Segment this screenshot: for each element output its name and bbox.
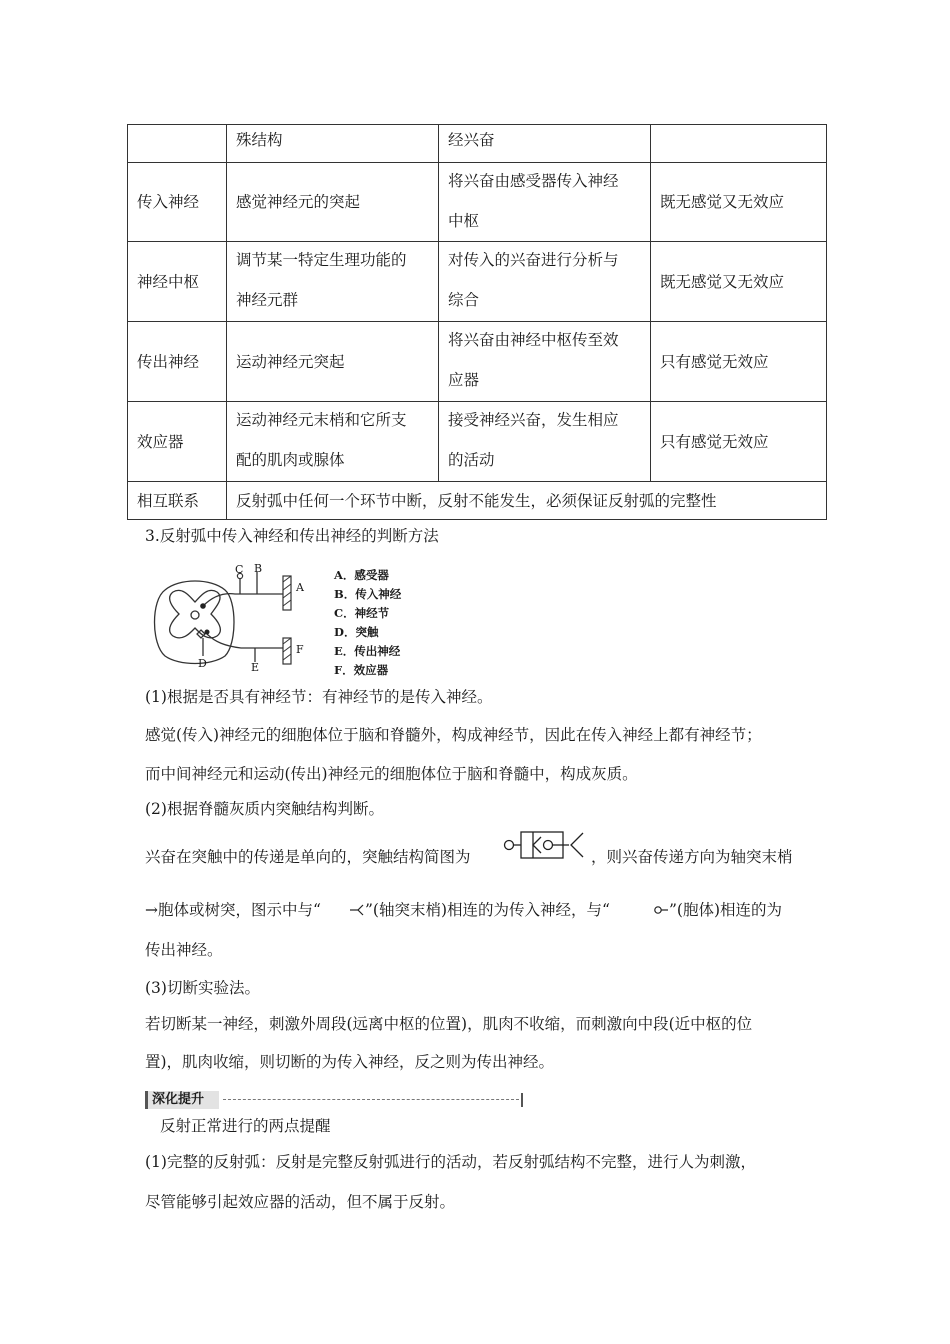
table-row	[128, 242, 827, 322]
diagram-label-d: D	[198, 657, 207, 670]
line: 的活动	[448, 451, 495, 469]
paragraph: 置)，肌肉收缩，则切断的为传入神经，反之则为传出神经。	[145, 1053, 555, 1071]
line: 调节某一特定生理功能的	[236, 251, 407, 269]
paragraph: ”(轴突末梢)相连的为传入神经，与“	[365, 901, 610, 919]
table-cell	[651, 125, 827, 163]
row-function	[439, 163, 651, 242]
paragraph: 传出神经。	[145, 941, 223, 959]
section-title: 3.反射弧中传入神经和传出神经的判断方法	[145, 527, 439, 545]
row-structure	[227, 402, 439, 482]
diagram-label-c: C	[235, 563, 244, 576]
effector-f	[283, 638, 291, 664]
table-row	[128, 125, 827, 163]
table-row	[128, 322, 827, 402]
synapse-dot	[200, 603, 206, 609]
axon-terminal-icon	[349, 903, 365, 917]
row-function	[439, 402, 651, 482]
paragraph: 而中间神经元和运动(传出)神经元的细胞体位于脑和脊髓中，构成灰质。	[145, 765, 638, 783]
paragraph: ，则兴奋传递方向为轴突末梢	[591, 848, 793, 866]
cell-body-icon	[653, 903, 669, 917]
paragraph: 尽管能够引起效应器的活动，但不属于反射。	[145, 1193, 456, 1211]
paragraph: ”(胞体)相连的为	[669, 901, 783, 919]
line: 将兴奋由感受器传入神经	[448, 172, 619, 190]
row-structure	[227, 242, 439, 322]
diagram-label-a: A	[296, 581, 304, 594]
row-result: 既无感觉又无效应	[651, 163, 827, 242]
line: 应器	[448, 371, 480, 389]
line: 将兴奋由神经中枢传至效	[448, 331, 619, 349]
reflex-arc-diagram	[145, 562, 315, 678]
legend-item: A．感受器	[334, 568, 389, 582]
line: 神经元群	[236, 291, 299, 309]
efferent-nerve	[197, 630, 283, 662]
diagram-label-e: E	[251, 661, 260, 674]
spinal-cord-outline	[155, 581, 235, 664]
legend-item: E．传出神经	[334, 644, 401, 658]
paragraph: (3)切断实验法。	[145, 979, 260, 997]
diagram-label-f: F	[296, 643, 304, 656]
line: 对传入的兴奋进行分析与	[448, 251, 619, 269]
paragraph: 兴奋在突触中的传递是单向的，突触结构简图为	[145, 848, 471, 866]
dashed-divider	[223, 1099, 519, 1100]
row-name: 相互联系	[128, 482, 227, 520]
table-row	[128, 163, 827, 242]
table-cell: 殊结构	[227, 125, 439, 163]
paragraph: (1)根据是否具有神经节：有神经节的是传入神经。	[145, 688, 493, 706]
line: 配的肌肉或腺体	[236, 451, 345, 469]
table-row	[128, 402, 827, 482]
paragraph: 反射正常进行的两点提醒	[160, 1117, 331, 1135]
legend-item: B．传入神经	[334, 587, 402, 601]
paragraph: →胞体或树突，图示中与“	[145, 901, 321, 919]
row-name: 传入神经	[128, 163, 227, 242]
receptor-a	[283, 576, 291, 610]
row-function	[439, 242, 651, 322]
line: 中枢	[448, 212, 480, 230]
relation-text: 反射弧中任何一个环节中断，反射不能发生，必须保证反射弧的完整性	[227, 482, 827, 520]
paragraph: 若切断某一神经，刺激外周段(远离中枢的位置)，肌肉不收缩，而刺激向中段(近中枢的位	[145, 1015, 753, 1033]
legend-item: F．效应器	[334, 663, 389, 677]
reflex-arc-table	[127, 124, 827, 520]
deepen-section-header	[145, 1091, 523, 1109]
row-name: 神经中枢	[128, 242, 227, 322]
row-result: 只有感觉无效应	[651, 322, 827, 402]
row-function	[439, 322, 651, 402]
synapse-structure-icon	[503, 828, 591, 862]
legend-item: C．神经节	[334, 606, 390, 620]
line: 接受神经兴奋，发生相应	[448, 411, 619, 429]
row-name: 传出神经	[128, 322, 227, 402]
table-cell	[128, 125, 227, 163]
deepen-label: 深化提升	[145, 1091, 219, 1109]
row-structure: 感觉神经元的突起	[227, 163, 439, 242]
row-result: 只有感觉无效应	[651, 402, 827, 482]
row-name: 效应器	[128, 402, 227, 482]
row-structure: 运动神经元突起	[227, 322, 439, 402]
synapse-dot	[205, 630, 210, 635]
paragraph: (1)完整的反射弧：反射是完整反射弧进行的活动，若反射弧结构不完整，进行人为刺激，	[145, 1153, 756, 1171]
diagram-label-b: B	[254, 562, 263, 575]
paragraph: 感觉(传入)神经元的细胞体位于脑和脊髓外，构成神经节，因此在传入神经上都有神经节；	[145, 726, 762, 744]
divider-end	[521, 1093, 523, 1107]
line: 综合	[448, 291, 480, 309]
legend-item: D．突触	[334, 625, 379, 639]
line: 运动神经元末梢和它所支	[236, 411, 407, 429]
paragraph: (2)根据脊髓灰质内突触结构判断。	[145, 800, 384, 818]
table-row	[128, 482, 827, 520]
row-result: 既无感觉又无效应	[651, 242, 827, 322]
table-cell: 经兴奋	[439, 125, 651, 163]
